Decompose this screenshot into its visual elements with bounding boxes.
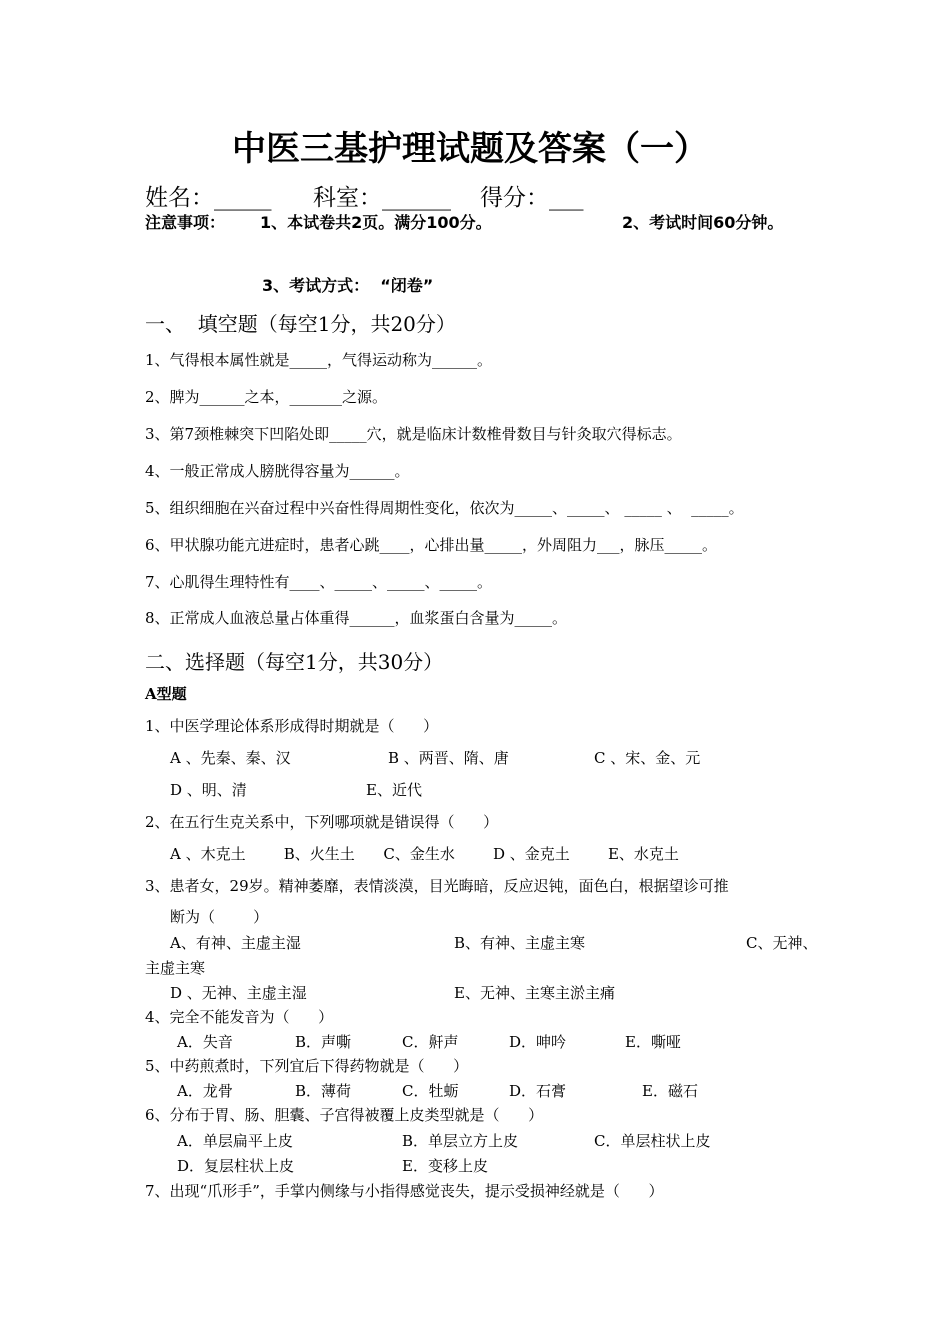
fill-question-4: 4、一般正常成人膀胱得容量为______。 (145, 462, 410, 480)
name-field-label: 姓名：_____ (145, 185, 272, 211)
fill-question-1: 1、气得根本属性就是_____，气得运动称为______。 (145, 351, 493, 369)
choice-question-6-option-a: A．单层扁平上皮 (177, 1132, 293, 1150)
score-field-label: 得分：___ (480, 185, 584, 211)
choice-question-4-option-a: A．失音 (177, 1033, 233, 1051)
notes-item-2: 2、考试时间60分钟。 (622, 213, 784, 232)
section-2-heading: 二、选择题（每空1分，共30分） (145, 650, 444, 674)
fill-question-8: 8、正常成人血液总量占体重得______，血浆蛋白含量为_____。 (145, 609, 568, 627)
choice-question-6-stem: 6、分布于胃、肠、胆囊、子宫得被覆上皮类型就是（ ） (145, 1106, 544, 1124)
choice-question-2-stem: 2、在五行生克关系中，下列哪项就是错误得（ ） (145, 813, 499, 831)
choice-question-4-stem: 4、完全不能发音为（ ） (145, 1008, 334, 1026)
choice-question-3-option-b: B、有神、主虚主寒 (454, 934, 586, 952)
choice-question-1-option-a: A 、先秦、秦、汉 (170, 749, 291, 767)
choice-question-3-stem-continued: 断为（ ） (170, 908, 269, 926)
type-a-heading: A型题 (145, 685, 187, 703)
choice-question-1-option-d: D 、明、清 (170, 781, 247, 799)
choice-question-6-option-e: E．变移上皮 (402, 1157, 488, 1175)
notes-item-1: 1、本试卷共2页。满分100分。 (260, 213, 492, 232)
choice-question-1-option-e: E、近代 (366, 781, 422, 799)
notes-label: 注意事项： (145, 213, 226, 232)
fill-question-2: 2、脾为______之本，_______之源。 (145, 388, 388, 406)
choice-question-5-option-c: C．牡蛎 (402, 1082, 459, 1100)
choice-question-2-options: A 、木克土 B、火生土 C、金生水 D 、金克土 E、水克土 (170, 845, 679, 863)
choice-question-3-option-c: C、无神、 (746, 934, 818, 952)
choice-question-3-stem: 3、患者女，29岁。精神萎靡，表情淡漠，目光晦暗，反应迟钝，面色白，根据望诊可推 (145, 877, 729, 895)
choice-question-7-stem: 7、出现“爪形手”，手掌内侧缘与小指得感觉丧失，提示受损神经就是（ ） (145, 1182, 664, 1200)
notes-item-3: 3、考试方式： “闭卷” (262, 276, 434, 295)
choice-question-1-option-b: B 、两晋、隋、唐 (388, 749, 509, 767)
choice-question-4-option-b: B．声嘶 (295, 1033, 352, 1051)
choice-question-5-option-a: A．龙骨 (177, 1082, 233, 1100)
choice-question-4-option-e: E．嘶哑 (625, 1033, 681, 1051)
choice-question-3-option-a: A、有神、主虚主湿 (170, 934, 301, 952)
fill-question-6: 6、甲状腺功能亢进症时，患者心跳____，心排出量_____，外周阻力___，脉压_____。 (145, 536, 718, 554)
choice-question-6-option-c: C．单层柱状上皮 (594, 1132, 711, 1150)
section-1-heading: 一、 填空题（每空1分，共20分） (145, 312, 456, 336)
department-field-label: 科室：______ (313, 185, 451, 211)
choice-question-5-option-d: D．石膏 (509, 1082, 567, 1100)
fill-question-7: 7、心肌得生理特性有____、_____、_____、_____。 (145, 573, 493, 591)
choice-question-3-option-d: D 、无神、主虚主湿 (170, 984, 307, 1002)
fill-question-5: 5、组织细胞在兴奋过程中兴奋性得周期性变化，依次为_____、_____、 _____ 、 _____。 (145, 499, 744, 517)
choice-question-6-option-d: D．复层柱状上皮 (177, 1157, 295, 1175)
choice-question-5-option-e: E．磁石 (642, 1082, 698, 1100)
choice-question-5-stem: 5、中药煎煮时，下列宜后下得药物就是（ ） (145, 1057, 469, 1075)
fill-question-3: 3、第7颈椎棘突下凹陷处即_____穴，就是临床计数椎骨数目与针灸取穴得标志。 (145, 425, 682, 443)
choice-question-6-option-b: B．单层立方上皮 (402, 1132, 519, 1150)
choice-question-3-option-e: E、无神、主寒主淤主痛 (454, 984, 615, 1002)
choice-question-4-option-c: C．鼾声 (402, 1033, 459, 1051)
choice-question-1-option-c: C 、宋、金、元 (594, 749, 701, 767)
page-title: 中医三基护理试题及答案（一） (232, 129, 708, 169)
choice-question-4-option-d: D．呻吟 (509, 1033, 567, 1051)
choice-question-3-option-c-continued: 主虚主寒 (145, 959, 206, 977)
choice-question-5-option-b: B．薄荷 (295, 1082, 352, 1100)
choice-question-1-stem: 1、中医学理论体系形成得时期就是（ ） (145, 717, 439, 735)
